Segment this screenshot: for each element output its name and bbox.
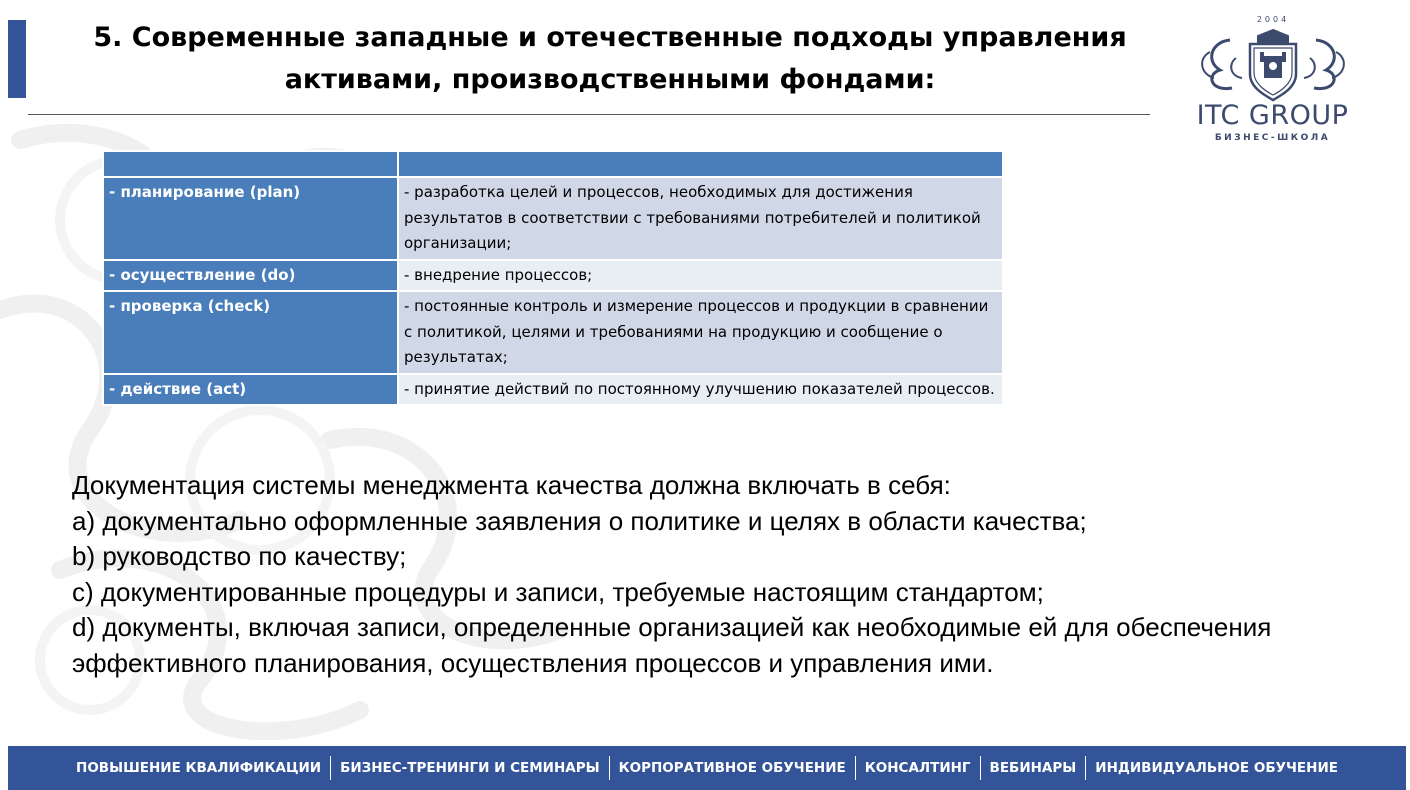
slide-title-line-1: 5. Современные западные и отечественные подходы управления <box>93 22 1127 53</box>
table-row <box>103 177 1003 260</box>
footer-item-qualification: ПОВЫШЕНИЕ КВАЛИФИКАЦИИ <box>76 760 322 776</box>
footer-item-trainings: БИЗНЕС-ТРЕНИНГИ И СЕМИНАРЫ <box>340 760 600 776</box>
logo-name: ITC GROUP <box>1196 100 1349 131</box>
documentation-text <box>72 468 1272 681</box>
description-cell: - внедрение процессов; <box>398 260 1003 292</box>
documentation-item: d) документы, включая записи, определенные организацией как необходимые ей для обеспечения эффективного планирования, осуществления процессов и управления ими. <box>72 612 1272 678</box>
crest-icon <box>1170 12 1375 104</box>
table-header-cell <box>398 151 1003 177</box>
logo-subtitle: БИЗНЕС-ШКОЛА <box>1214 133 1331 143</box>
slide-title <box>60 17 1160 101</box>
documentation-item: b) руководство по качеству; <box>72 541 407 571</box>
stage-cell: - действие (act) <box>103 374 398 406</box>
table-row <box>103 291 1003 374</box>
pdca-table <box>102 150 1004 406</box>
documentation-intro: Документация системы менеджмента качества должна включать в себя: <box>72 470 951 500</box>
description-cell: - разработка целей и процессов, необходимых для достижения результатов в соответствии с требованиями потребителей и политикой организации; <box>398 177 1003 260</box>
footer-item-individual: ИНДИВИДУАЛЬНОЕ ОБУЧЕНИЕ <box>1095 760 1338 776</box>
table-row <box>103 260 1003 292</box>
documentation-item: a) документально оформленные заявления о политике и целях в области качества; <box>72 505 1087 536</box>
description-cell: - постоянные контроль и измерение процессов и продукции в сравнении с политикой, целями и требованиями на продукцию и сообщение о результатах; <box>398 291 1003 374</box>
footer-item-consulting: КОНСАЛТИНГ <box>864 760 971 776</box>
title-divider <box>28 114 1150 115</box>
footer-bar <box>8 746 1406 790</box>
stage-cell: - проверка (check) <box>103 291 398 374</box>
slide-title-line-2: активами, производственными фондами: <box>284 64 936 95</box>
table-header-cell <box>103 151 398 177</box>
table-header-row <box>103 151 1003 177</box>
table-row <box>103 374 1003 406</box>
footer-item-webinars: ВЕБИНАРЫ <box>989 760 1077 776</box>
logo-year: 2004 <box>1256 15 1290 24</box>
stage-cell: - осуществление (do) <box>103 260 398 292</box>
title-accent-bar <box>8 20 26 98</box>
footer-item-corporate: КОРПОРАТИВНОЕ ОБУЧЕНИЕ <box>618 760 846 776</box>
documentation-item: c) документированные процедуры и записи, требуемые настоящим стандартом; <box>72 576 1044 607</box>
description-cell: - принятие действий по постоянному улучшению показателей процессов. <box>398 374 1003 406</box>
company-logo <box>1170 12 1375 147</box>
stage-cell: - планирование (plan) <box>103 177 398 260</box>
